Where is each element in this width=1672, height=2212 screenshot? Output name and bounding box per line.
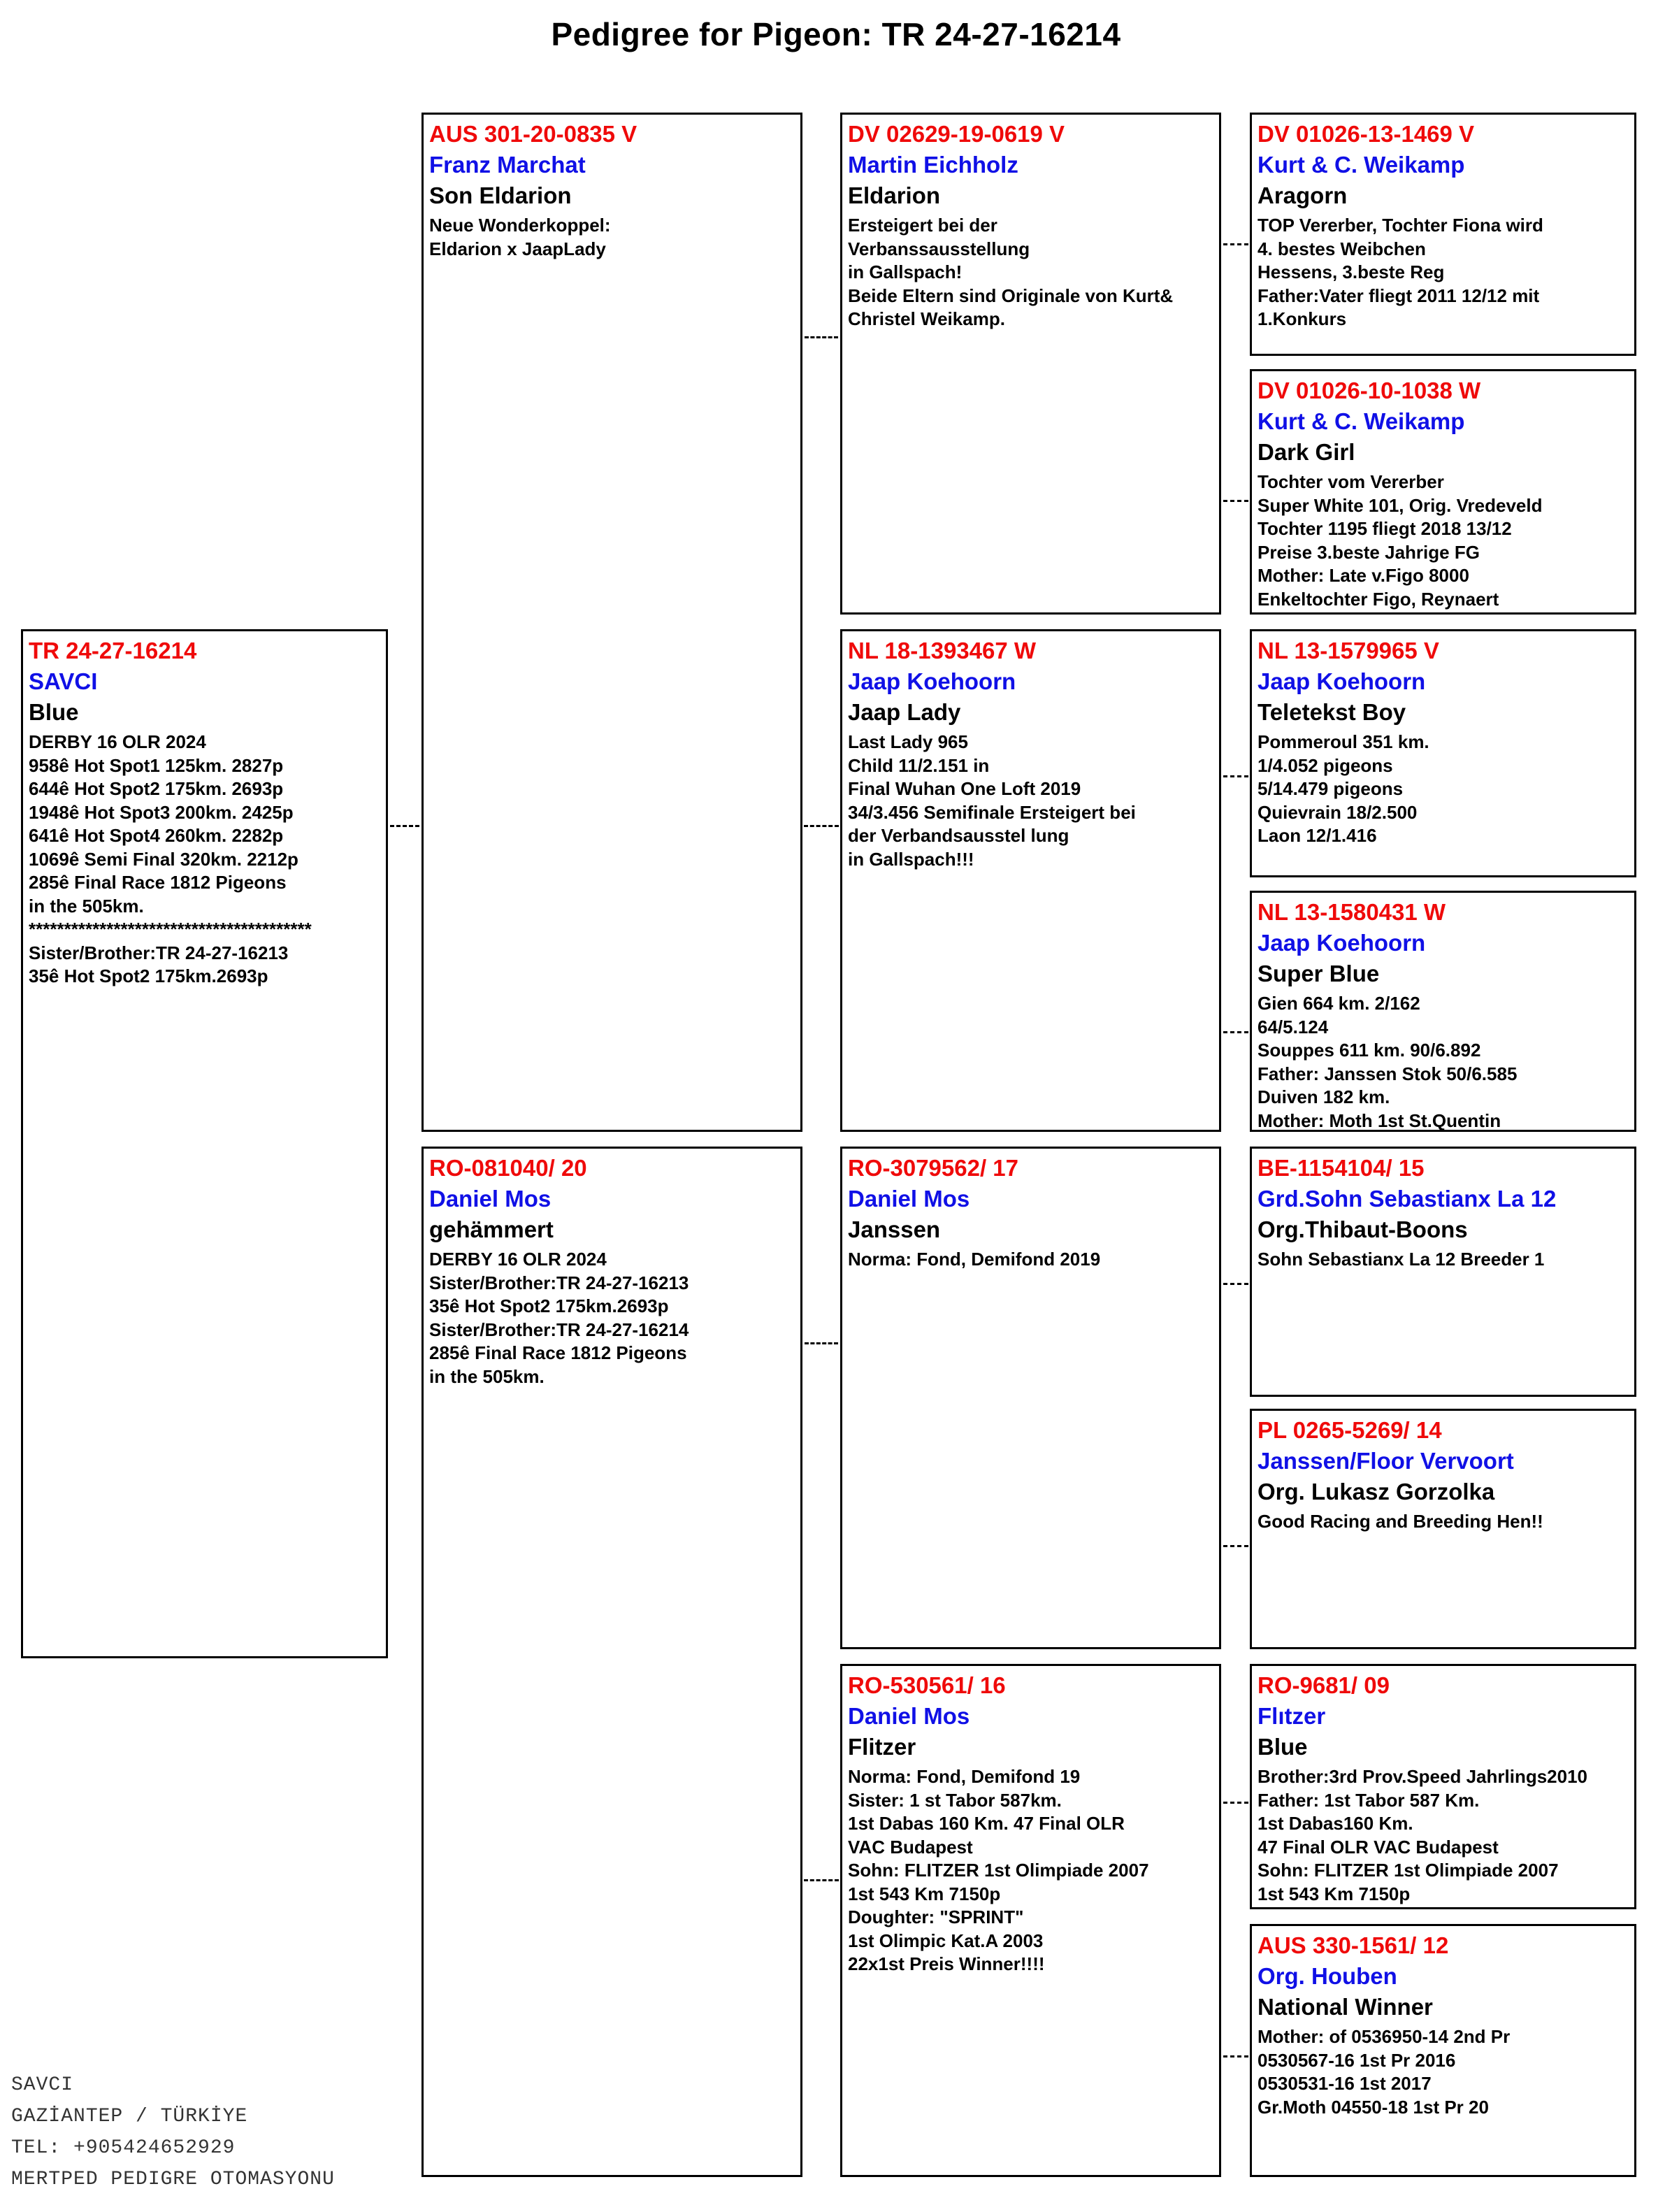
note-line: in the 505km. (29, 895, 144, 917)
pigeon-notes (429, 214, 795, 261)
pigeon-name: Janssen (848, 1216, 941, 1242)
note-line: Neue Wonderkoppel: (429, 215, 611, 236)
breeder-name: Kurt & C. Weikamp (1257, 408, 1465, 434)
connector-line (1223, 1283, 1248, 1285)
breeder-name: Daniel Mos (848, 1186, 970, 1212)
pigeon-card-ss-sire[interactable] (1250, 113, 1636, 356)
note-line: der Verbandsausstel lung (848, 825, 1069, 846)
note-line: Mother: Late v.Figo 8000 (1257, 565, 1469, 586)
note-line: 0530567-16 1st Pr 2016 (1257, 2049, 1456, 2071)
ring-number: NL 18-1393467 W (848, 638, 1037, 663)
ring-number: DV 01026-13-1469 V (1257, 121, 1475, 147)
note-line: Sister/Brother:TR 24-27-16213 (429, 1272, 689, 1293)
note-line: Christel Weikamp. (848, 308, 1005, 329)
note-line: 1/4.052 pigeons (1257, 754, 1393, 776)
note-line: DERBY 16 OLR 2024 (429, 1249, 607, 1270)
note-line: Enkeltochter Figo, Reynaert (1257, 588, 1499, 610)
pigeon-card-sire-dam[interactable] (840, 629, 1221, 1132)
breeder-name: Jaap Koehoorn (848, 668, 1016, 694)
pigeon-card-ss-dam[interactable] (1250, 369, 1636, 615)
note-line: Super White 101, Orig. Vredeveld (1257, 494, 1543, 516)
footer-location: GAZİANTEP / TÜRKİYE (11, 2106, 248, 2127)
note-line: Souppes 611 km. 90/6.892 (1257, 1040, 1481, 1061)
pigeon-notes (848, 731, 1213, 871)
note-line: 1st 543 Km 7150p (1257, 1883, 1411, 1904)
pigeon-card-ds-sire[interactable] (1250, 1147, 1636, 1397)
note-line: 35ê Hot Spot2 175km.2693p (29, 965, 268, 986)
note-line: VAC Budapest (848, 1836, 973, 1858)
pigeon-notes (429, 1248, 795, 1388)
note-line: Brother:3rd Prov.Speed Jahrlings2010 (1257, 1766, 1588, 1787)
note-line: 641ê Hot Spot4 260km. 2282p (29, 825, 284, 846)
pigeon-notes (1257, 214, 1629, 331)
connector-line (1223, 775, 1248, 777)
pigeon-card-ds-dam[interactable] (1250, 1409, 1636, 1649)
pigeon-notes (1257, 731, 1629, 848)
note-line: 5/14.479 pigeons (1257, 778, 1404, 799)
footer (11, 2069, 335, 2195)
note-line: 285ê Final Race 1812 Pigeons (29, 872, 287, 893)
note-line: Tochter vom Vererber (1257, 471, 1444, 492)
pigeon-notes (1257, 2025, 1629, 2119)
pigeon-name: Org. Lukasz Gorzolka (1257, 1479, 1495, 1504)
connector-line (804, 825, 839, 827)
pigeon-name: National Winner (1257, 1994, 1433, 2020)
ring-number: BE-1154104/ 15 (1257, 1155, 1425, 1181)
connector-line (390, 825, 419, 827)
note-line: 34/3.456 Semifinale Ersteigert bei (848, 801, 1136, 823)
note-line: Father:Vater fliegt 2011 12/12 mit (1257, 285, 1540, 306)
pigeon-notes (1257, 992, 1629, 1132)
breeder-name: Daniel Mos (429, 1186, 552, 1212)
pigeon-name: Flitzer (848, 1734, 916, 1760)
note-line: Mother: of 0536950-14 2nd Pr (1257, 2026, 1511, 2047)
note-line: 1st Olimpic Kat.A 2003 (848, 1930, 1044, 1951)
pigeon-card-sire-sire[interactable] (840, 113, 1221, 615)
breeder-name: Jaap Koehoorn (1257, 668, 1426, 694)
note-line: 64/5.124 (1257, 1016, 1329, 1037)
pigeon-card-sd-sire[interactable] (1250, 629, 1636, 877)
pigeon-card-sd-dam[interactable] (1250, 891, 1636, 1132)
pigeon-card-dd-sire[interactable] (1250, 1664, 1636, 1909)
pigeon-name: Org.Thibaut-Boons (1257, 1216, 1468, 1242)
note-line: Mother: Moth 1st St.Quentin (1257, 1109, 1501, 1131)
pigeon-notes (848, 214, 1213, 331)
footer-phone: TEL: +905424652929 (11, 2137, 236, 2159)
ring-number: AUS 330-1561/ 12 (1257, 1932, 1449, 1958)
connector-line (805, 1342, 838, 1344)
note-line: Sohn Sebastianx La 12 Breeder 1 (1257, 1249, 1545, 1270)
pigeon-notes (848, 1765, 1213, 1976)
pigeon-notes (1257, 471, 1629, 611)
note-line: 47 Final OLR VAC Budapest (1257, 1836, 1499, 1858)
note-line: Laon 12/1.416 (1257, 825, 1377, 846)
connector-line (1223, 1031, 1248, 1033)
breeder-name: Daniel Mos (848, 1703, 970, 1729)
note-line: Hessens, 3.beste Reg (1257, 261, 1445, 282)
note-line: Sister/Brother:TR 24-27-16214 (429, 1319, 689, 1340)
note-line: Gien 664 km. 2/162 (1257, 993, 1420, 1014)
note-line: 0530531-16 1st 2017 (1257, 2073, 1432, 2094)
breeder-name: Org. Houben (1257, 1963, 1397, 1989)
pigeon-card-sire[interactable] (421, 113, 802, 1132)
pigeon-card-dd-dam[interactable] (1250, 1924, 1636, 2177)
note-line: Child 11/2.151 in (848, 754, 990, 776)
footer-software: MERTPED PEDIGRE OTOMASYONU (11, 2169, 335, 2190)
connector-line (1223, 243, 1248, 245)
note-line: Sohn: FLITZER 1st Olimpiade 2007 (1257, 1860, 1559, 1881)
breeder-name: Martin Eichholz (848, 152, 1018, 178)
note-line: **************************************** (29, 919, 312, 940)
note-line: 1.Konkurs (1257, 308, 1347, 329)
ring-number: PL 0265-5269/ 14 (1257, 1417, 1442, 1443)
pigeon-notes (29, 731, 380, 989)
note-line: Sohn: FLITZER 1st Olimpiade 2007 (848, 1860, 1149, 1881)
note-line: Duiven 182 km. (1257, 1086, 1390, 1107)
ring-number: NL 13-1580431 W (1257, 899, 1446, 925)
note-line: Beide Eltern sind Originale von Kurt& (848, 285, 1174, 306)
note-line: DERBY 16 OLR 2024 (29, 731, 206, 752)
note-line: 1st Dabas 160 Km. 47 Final OLR (848, 1813, 1125, 1834)
pigeon-card-dam[interactable] (421, 1147, 802, 2177)
ring-number: TR 24-27-16214 (29, 638, 197, 663)
connector-line (805, 336, 838, 338)
note-line: 958ê Hot Spot1 125km. 2827p (29, 754, 284, 776)
pigeon-name: Son Eldarion (429, 182, 572, 208)
note-line: Eldarion x JaapLady (429, 238, 606, 259)
note-line: in Gallspach! (848, 261, 963, 282)
note-line: 4. bestes Weibchen (1257, 238, 1426, 259)
ring-number: RO-081040/ 20 (429, 1155, 587, 1181)
connector-line (1223, 1802, 1248, 1804)
ring-number: DV 02629-19-0619 V (848, 121, 1065, 147)
ring-number: RO-530561/ 16 (848, 1672, 1006, 1698)
note-line: Preise 3.beste Jahrige FG (1257, 541, 1480, 563)
pigeon-name: Teletekst Boy (1257, 699, 1406, 725)
note-line: Good Racing and Breeding Hen!! (1257, 1511, 1543, 1532)
note-line: 644ê Hot Spot2 175km. 2693p (29, 778, 284, 799)
ring-number: NL 13-1579965 V (1257, 638, 1439, 663)
note-line: Norma: Fond, Demifond 19 (848, 1766, 1081, 1787)
pigeon-name: Super Blue (1257, 961, 1380, 986)
breeder-name: Jaap Koehoorn (1257, 930, 1426, 956)
note-line: Father: 1st Tabor 587 Km. (1257, 1789, 1480, 1811)
note-line: Father: Janssen Stok 50/6.585 (1257, 1063, 1518, 1084)
note-line: Gr.Moth 04550-18 1st Pr 20 (1257, 2096, 1489, 2118)
pigeon-card-dam-sire[interactable] (840, 1147, 1221, 1649)
pigeon-name: Jaap Lady (848, 699, 961, 725)
page-title: Pedigree for Pigeon: TR 24-27-16214 (551, 16, 1121, 52)
note-line: Doughter: "SPRINT" (848, 1906, 1024, 1927)
pigeon-notes (848, 1248, 1213, 1272)
note-line: Final Wuhan One Loft 2019 (848, 778, 1081, 799)
pigeon-name: Blue (1257, 1734, 1308, 1760)
note-line: 1st 543 Km 7150p (848, 1883, 1001, 1904)
note-line: TOP Vererber, Tochter Fiona wird (1257, 215, 1543, 236)
note-line: 1069ê Semi Final 320km. 2212p (29, 848, 298, 870)
note-line: Verbanssausstellung (848, 238, 1030, 259)
breeder-name: Kurt & C. Weikamp (1257, 152, 1465, 178)
note-line: Pommeroul 351 km. (1257, 731, 1429, 752)
note-line: Last Lady 965 (848, 731, 968, 752)
pigeon-name: Blue (29, 699, 79, 725)
pigeon-notes (1257, 1248, 1629, 1272)
note-line: 285ê Final Race 1812 Pigeons (429, 1342, 687, 1363)
ring-number: DV 01026-10-1038 W (1257, 378, 1481, 403)
note-line: Sister: 1 st Tabor 587km. (848, 1789, 1062, 1811)
note-line: in Gallspach!!! (848, 848, 974, 870)
note-line: Quievrain 18/2.500 (1257, 801, 1418, 823)
note-line: Tochter 1195 fliegt 2018 13/12 (1257, 518, 1512, 539)
ring-number: RO-3079562/ 17 (848, 1155, 1019, 1181)
pigeon-card-subject[interactable] (21, 629, 388, 1658)
pigeon-name: Eldarion (848, 182, 941, 208)
ring-number: AUS 301-20-0835 V (429, 121, 637, 147)
pigeon-name: Aragorn (1257, 182, 1348, 208)
connector-line (1223, 1545, 1248, 1547)
breeder-name: Flıtzer (1257, 1703, 1326, 1729)
pigeon-card-dam-dam[interactable] (840, 1664, 1221, 2177)
connector-line (804, 1879, 839, 1881)
note-line: in the 505km. (429, 1365, 545, 1387)
pigeon-notes (1257, 1510, 1629, 1534)
connector-line (1223, 500, 1248, 502)
pigeon-name: Dark Girl (1257, 439, 1355, 465)
note-line: 35ê Hot Spot2 175km.2693p (429, 1295, 669, 1316)
note-line: 1948ê Hot Spot3 200km. 2425p (29, 801, 294, 823)
breeder-name: Janssen/Floor Vervoort (1257, 1448, 1514, 1474)
note-line: 1st Dabas160 Km. (1257, 1813, 1413, 1834)
breeder-name: Franz Marchat (429, 152, 586, 178)
pigeon-name: gehämmert (429, 1216, 554, 1242)
ring-number: RO-9681/ 09 (1257, 1672, 1390, 1698)
note-line: Norma: Fond, Demifond 2019 (848, 1249, 1101, 1270)
note-line: Sister/Brother:TR 24-27-16213 (29, 942, 289, 963)
note-line: 22x1st Preis Winner!!!! (848, 1953, 1045, 1974)
note-line: Ersteigert bei der (848, 215, 997, 236)
footer-owner: SAVCI (11, 2074, 74, 2096)
breeder-name: Grd.Sohn Sebastianx La 12 (1257, 1186, 1557, 1212)
connector-line (1223, 2055, 1248, 2057)
pigeon-notes (1257, 1765, 1629, 1906)
breeder-name: SAVCI (29, 668, 98, 694)
